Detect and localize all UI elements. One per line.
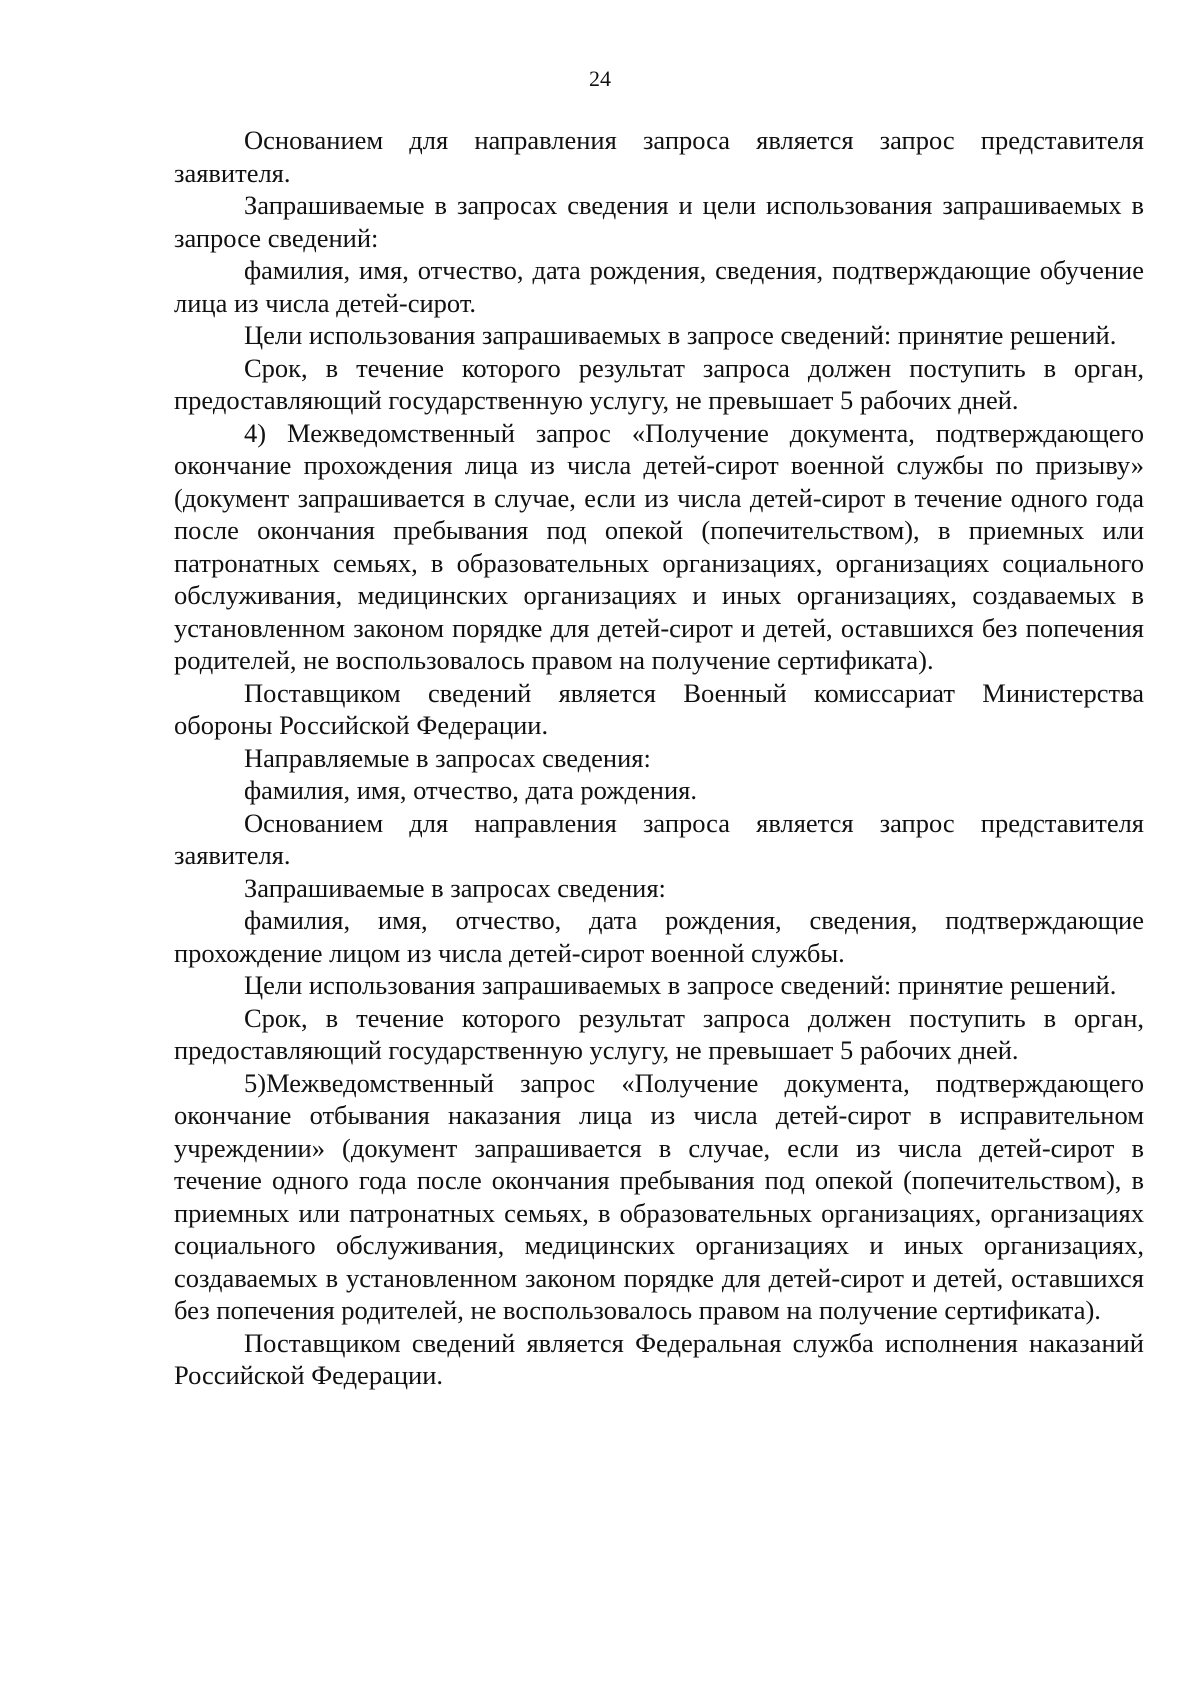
paragraph-purpose-1: Цели использования запрашиваемых в запросе сведений: принятие решений. bbox=[244, 320, 1117, 350]
paragraph-basis-1: Основанием для направления запроса является запрос представителя заявителя. bbox=[174, 125, 1144, 188]
paragraph-sent-fields: фамилия, имя, отчество, дата рождения. bbox=[244, 775, 697, 805]
paragraph-supplier-1: Поставщиком сведений является Военный комиссариат Министерства обороны Российской Федерации. bbox=[174, 677, 1144, 740]
paragraph-basis-2: Основанием для направления запроса является запрос представителя заявителя. bbox=[174, 807, 1144, 870]
paragraph-deadline-2: Срок, в течение которого результат запроса должен поступить в орган, предоставляющий государственную услугу, не превышает 5 рабочих дней. bbox=[174, 1002, 1144, 1065]
paragraph-fields-2: фамилия, имя, отчество, дата рождения, сведения, подтверждающие прохождение лицом из числа детей-сирот военной службы. bbox=[174, 905, 1144, 968]
document-body bbox=[174, 124, 1144, 1392]
paragraph-requested-info-2: Запрашиваемые в запросах сведения: bbox=[244, 872, 666, 903]
paragraph-purpose-2: Цели использования запрашиваемых в запросе сведений: принятие решений. bbox=[244, 970, 1117, 1000]
paragraph-request-4: 4) Межведомственный запрос «Получение документа, подтверждающего окончание прохождения лица из числа детей-сирот военной службы по призыву» (документ запрашивается в случае, если из числа детей-сирот в течение одного года после окончания пребывания под опекой (попечительством), в приемных или патронатных семьях, в образовательных организациях, организациях социального обслуживания, медицинских организациях и иных организациях, создаваемых в установленном законом порядке для детей-сирот и детей, оставшихся без попечения родителей, не воспользовалось правом на получение сертификата). bbox=[174, 417, 1144, 675]
paragraph-fields-1: фамилия, имя, отчество, дата рождения, сведения, подтверждающие обучение лица из числа детей-сирот. bbox=[174, 255, 1144, 318]
paragraph-request-5: 5)Межведомственный запрос «Получение документа, подтверждающего окончание отбывания наказания лица из числа детей-сирот в исправительном учреждении» (документ запрашивается в случае, если из числа детей-сирот в течение одного года после окончания пребывания под опекой (попечительством), в приемных или патронатных семьях, в образовательных организациях, организациях социального обслуживания, медицинских организациях и иных организациях, создаваемых в установленном законом порядке для детей-сирот и детей, оставшихся без попечения родителей, не воспользовалось правом на получение сертификата). bbox=[174, 1067, 1144, 1325]
page-number: 24 bbox=[589, 66, 611, 91]
paragraph-deadline-1: Срок, в течение которого результат запроса должен поступить в орган, предоставляющий государственную услугу, не превышает 5 рабочих дней. bbox=[174, 352, 1144, 415]
paragraph-supplier-2: Поставщиком сведений является Федеральная служба исполнения наказаний Российской Федерации. bbox=[174, 1327, 1144, 1390]
paragraph-requested-info-1: Запрашиваемые в запросах сведения и цели использования запрашиваемых в запросе сведений: bbox=[174, 190, 1144, 253]
paragraph-sent-info: Направляемые в запросах сведения: bbox=[244, 742, 651, 773]
